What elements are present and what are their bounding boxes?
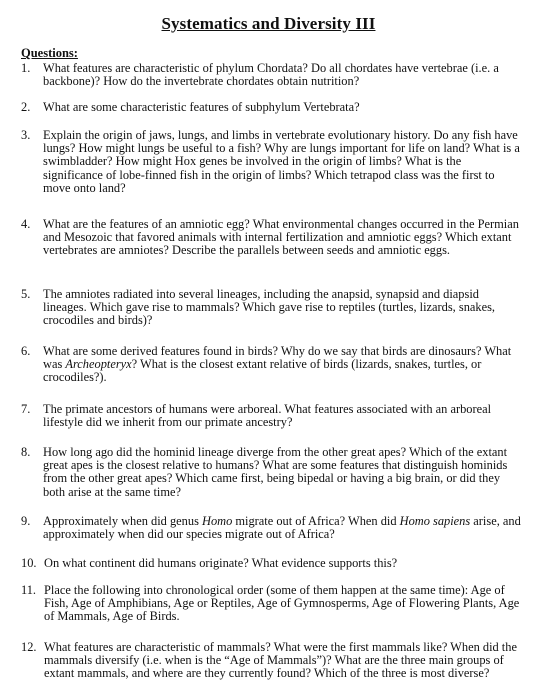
question-number: 7. [21,402,31,416]
question-number: 6. [21,344,31,358]
question-text: Place the following into chronological order (some of them happen at the same time): Age of Fish, Age of Amphibians, Age or Reptiles, Age of Gymnosperms, Age of Flowering Plants, Age of Mammals, Age of Birds. [44,583,520,624]
question-6 [21,345,521,385]
question-8 [21,446,521,499]
question-text: The primate ancestors of humans were arboreal. What features associated with an arboreal lifestyle did we inherit from our primate ancestry? [43,402,492,430]
question-12 [21,641,521,681]
question-2 [21,101,521,114]
question-text: On what continent did humans originate? What evidence supports this? [44,556,398,570]
question-text: What are the features of an amniotic egg? What environmental changes occurred in the Permian and Mesozoic that favored animals with internal fertilization and amniotic eggs? Which extant vertebrates are amniotes? Describe the parallels between seeds and amniotic eggs. [43,217,519,258]
question-5 [21,288,521,328]
question-3 [21,129,521,195]
question-number: 1. [21,61,31,75]
question-number: 10. [21,556,37,570]
question-text: What features are characteristic of phylum Chordata? Do all chordates have vertebrae (i.e. a backbone)? How do the invertebrate chordates obtain nutrition? [43,61,499,89]
question-text: What are some derived features found in birds? Why do we say that birds are dinosaurs? What was Archeopteryx? What is the closest extant relative of birds (lizards, snakes, turtles, or crocodiles?). [43,344,512,385]
question-10 [21,557,521,570]
question-11 [21,584,521,624]
question-number: 4. [21,217,31,231]
question-text: What are some characteristic features of subphylum Vertebrata? [43,100,360,114]
question-number: 5. [21,287,31,301]
question-text: How long ago did the hominid lineage diverge from the other great apes? Which of the extant great apes is the closest relative to humans? What are some features that distinguish hominids from the other great apes? Which came first, being bipedal or having a big brain, or did they both arise at the same time? [43,445,508,499]
questions-heading: Questions: [21,46,78,60]
question-text: Approximately when did genus Homo migrate out of Africa? When did Homo sapiens arise, and approximately when did our species migrate out of Africa? [43,514,521,542]
question-9 [21,515,521,541]
page-title: Systematics and Diversity III [161,14,376,33]
question-number: 2. [21,100,31,114]
question-1 [21,62,521,88]
question-text: What features are characteristic of mammals? What were the first mammals like? When did the mammals diversify (i.e. when is the “Age of Mammals”)? What are the three main groups of extant mammals, and where are they currently found? Which of the three is most diverse? [44,640,517,681]
question-number: 8. [21,445,31,459]
question-text: Explain the origin of jaws, lungs, and limbs in vertebrate evolutionary history. Do any fish have lungs? How might lungs be useful to a fish? Why are lungs important for life on land? What is a swimbladder? How might Hox genes be involved in the origin of limbs? What is the significance of lobe-finned fish in the origin of limbs? Which tetrapod class was the first to move onto land? [43,128,520,195]
question-7 [21,403,521,429]
question-number: 9. [21,514,31,528]
question-number: 11. [21,583,37,597]
question-number: 3. [21,128,31,142]
question-text: The amniotes radiated into several lineages, including the anapsid, synapsid and diapsid lineages. Which gave rise to mammals? Which gave rise to reptiles (turtles, lizards, snakes, crocodiles and birds)? [43,287,496,328]
question-4 [21,218,521,258]
question-number: 12. [21,640,37,654]
